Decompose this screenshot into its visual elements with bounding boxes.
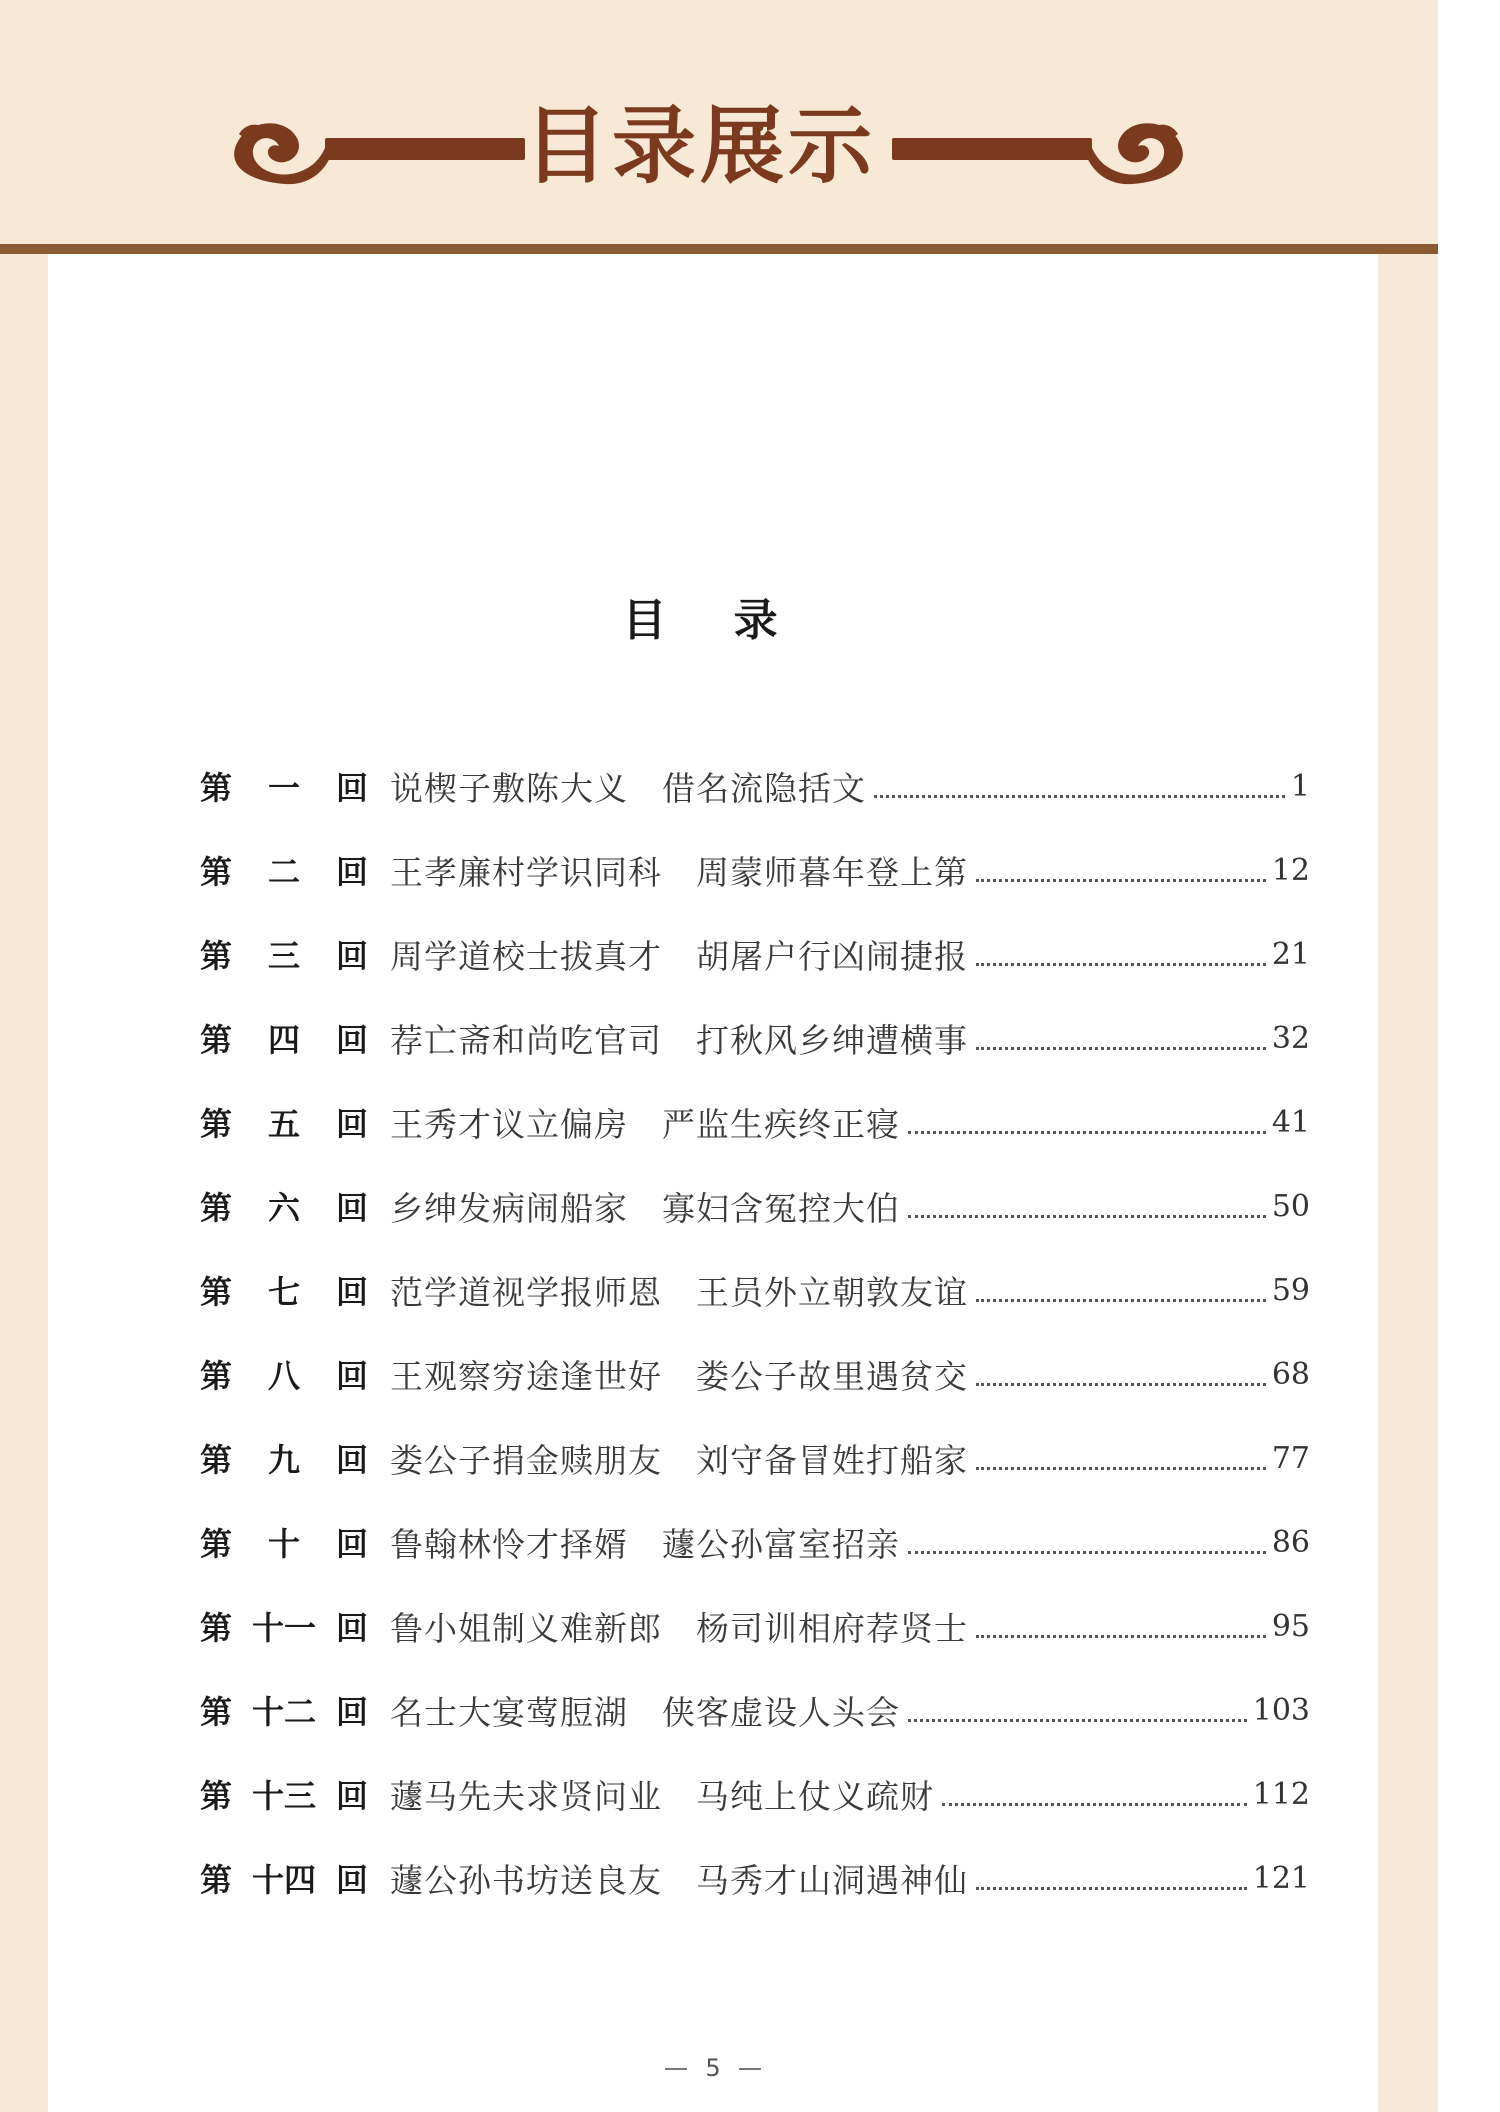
chapter-number-part: 第 xyxy=(200,1861,233,1899)
cloud-ornament-left-icon xyxy=(225,108,525,188)
chapter-title-second: 马纯上仗义疏财 xyxy=(696,1776,934,1816)
dot-leader xyxy=(908,1131,1266,1134)
chapter-number xyxy=(200,1267,368,1313)
chapter-page-number: 41 xyxy=(1271,1104,1310,1140)
chapter-number-part: 回 xyxy=(335,1609,368,1647)
chapter-number-part: 第 xyxy=(200,937,233,975)
chapter-number-part: 回 xyxy=(335,937,368,975)
chapter-title xyxy=(390,1267,968,1314)
chapter-title xyxy=(390,1351,968,1398)
chapter-number-part: 回 xyxy=(335,1525,368,1563)
chapter-page-number: 59 xyxy=(1271,1272,1310,1308)
dot-leader xyxy=(976,1299,1266,1302)
chapter-page-number: 77 xyxy=(1271,1440,1310,1476)
chapter-number-part: 回 xyxy=(335,1357,368,1395)
chapter-title-second: 蘧公孙富室招亲 xyxy=(662,1524,900,1564)
toc-entry[interactable] xyxy=(200,1836,1310,1920)
chapter-title-second: 王员外立朝敦友谊 xyxy=(696,1272,968,1312)
toc-entry[interactable] xyxy=(200,996,1310,1080)
dot-leader xyxy=(976,1635,1266,1638)
chapter-title-first: 鲁翰林怜才择婿 xyxy=(390,1524,628,1564)
dot-leader xyxy=(976,1047,1266,1050)
toc-entry[interactable] xyxy=(200,1248,1310,1332)
chapter-number-part: 第 xyxy=(200,1777,233,1815)
chapter-title-second: 杨司训相府荐贤士 xyxy=(696,1608,968,1648)
chapter-number xyxy=(200,1855,368,1901)
chapter-title-second: 刘守备冒姓打船家 xyxy=(696,1440,968,1480)
chapter-title-first: 王秀才议立偏房 xyxy=(390,1104,628,1144)
chapter-number-part: 二 xyxy=(267,853,300,891)
chapter-title-second: 借名流隐括文 xyxy=(662,768,866,808)
chapter-page-number: 103 xyxy=(1252,1692,1310,1728)
chapter-number-part: 第 xyxy=(200,1609,233,1647)
chapter-number-part: 回 xyxy=(335,769,368,807)
chapter-number-part: 十四 xyxy=(251,1861,316,1899)
page-number: 5 xyxy=(705,2054,721,2082)
chapter-number-part: 第 xyxy=(200,1525,233,1563)
dot-leader xyxy=(976,1887,1247,1890)
chapter-number-part: 五 xyxy=(267,1105,300,1143)
chapter-number-part: 四 xyxy=(267,1021,300,1059)
chapter-number-part: 八 xyxy=(267,1357,300,1395)
chapter-page-number: 21 xyxy=(1271,936,1310,972)
chapter-number xyxy=(200,1771,368,1817)
chapter-number xyxy=(200,1099,368,1145)
chapter-title-second: 马秀才山洞遇神仙 xyxy=(696,1860,968,1900)
chapter-title-first: 周学道校士拔真才 xyxy=(390,936,662,976)
chapter-number xyxy=(200,1351,368,1397)
chapter-number-part: 回 xyxy=(335,1021,368,1059)
chapter-number-part: 回 xyxy=(335,1105,368,1143)
chapter-number-part: 回 xyxy=(335,1441,368,1479)
chapter-page-number: 95 xyxy=(1271,1608,1310,1644)
chapter-title-second: 打秋风乡绅遭横事 xyxy=(696,1020,968,1060)
toc-list xyxy=(200,744,1310,1920)
chapter-title xyxy=(390,1603,968,1650)
chapter-title-second: 侠客虚设人头会 xyxy=(662,1692,900,1732)
chapter-number-part: 回 xyxy=(335,853,368,891)
chapter-page-number: 50 xyxy=(1271,1188,1310,1224)
chapter-number xyxy=(200,1603,368,1649)
chapter-number-part: 第 xyxy=(200,1273,233,1311)
chapter-number-part: 十 xyxy=(267,1525,300,1563)
chapter-title xyxy=(390,1099,900,1146)
chapter-number xyxy=(200,763,368,809)
chapter-number-part: 第 xyxy=(200,1441,233,1479)
chapter-number-part: 第 xyxy=(200,1357,233,1395)
dot-leader xyxy=(908,1719,1247,1722)
chapter-title-second: 周蒙师暮年登上第 xyxy=(696,852,968,892)
chapter-number-part: 十一 xyxy=(251,1609,316,1647)
toc-entry[interactable] xyxy=(200,1584,1310,1668)
chapter-title xyxy=(390,931,968,978)
chapter-number xyxy=(200,1183,368,1229)
toc-entry[interactable] xyxy=(200,1500,1310,1584)
chapter-number-part: 九 xyxy=(267,1441,300,1479)
chapter-number-part: 第 xyxy=(200,1189,233,1227)
chapter-title xyxy=(390,1771,934,1818)
chapter-number-part: 七 xyxy=(267,1273,300,1311)
chapter-page-number: 68 xyxy=(1271,1356,1310,1392)
chapter-title xyxy=(390,1183,900,1230)
toc-entry[interactable] xyxy=(200,1080,1310,1164)
dot-leader xyxy=(976,879,1266,882)
chapter-number-part: 第 xyxy=(200,1021,233,1059)
banner-divider xyxy=(0,244,1438,254)
chapter-title xyxy=(390,847,968,894)
chapter-number xyxy=(200,1015,368,1061)
chapter-title-first: 鲁小姐制义难新郎 xyxy=(390,1608,662,1648)
toc-entry[interactable] xyxy=(200,1416,1310,1500)
chapter-number-part: 三 xyxy=(267,937,300,975)
chapter-title-first: 荐亡斋和尚吃官司 xyxy=(390,1020,662,1060)
chapter-page-number: 12 xyxy=(1271,852,1310,888)
footer-dash-right xyxy=(739,2068,761,2070)
toc-entry[interactable] xyxy=(200,1668,1310,1752)
chapter-title-second: 娄公子故里遇贫交 xyxy=(696,1356,968,1396)
chapter-number-part: 第 xyxy=(200,853,233,891)
chapter-title-second: 胡屠户行凶闹捷报 xyxy=(696,936,968,976)
chapter-title-second: 寡妇含冤控大伯 xyxy=(662,1188,900,1228)
dot-leader xyxy=(976,1467,1266,1470)
chapter-title-first: 蘧马先夫求贤问业 xyxy=(390,1776,662,1816)
chapter-number-part: 六 xyxy=(267,1189,300,1227)
banner-title: 目录展示 xyxy=(523,97,876,195)
chapter-title-first: 蘧公孙书坊送良友 xyxy=(390,1860,662,1900)
toc-entry[interactable] xyxy=(200,828,1310,912)
chapter-number-part: 第 xyxy=(200,1105,233,1143)
chapter-title xyxy=(390,1519,900,1566)
toc-entry[interactable] xyxy=(200,744,1310,828)
chapter-page-number: 86 xyxy=(1271,1524,1310,1560)
chapter-number xyxy=(200,1687,368,1733)
chapter-number xyxy=(200,847,368,893)
chapter-number xyxy=(200,1519,368,1565)
chapter-title-first: 范学道视学报师恩 xyxy=(390,1272,662,1312)
chapter-title-first: 说楔子敷陈大义 xyxy=(390,768,628,808)
chapter-title xyxy=(390,763,866,810)
toc-entry[interactable] xyxy=(200,912,1310,996)
dot-leader xyxy=(874,795,1285,798)
chapter-number-part: 回 xyxy=(335,1861,368,1899)
chapter-page-number: 32 xyxy=(1271,1020,1310,1056)
chapter-title-first: 乡绅发病闹船家 xyxy=(390,1188,628,1228)
toc-entry[interactable] xyxy=(200,1164,1310,1248)
dot-leader xyxy=(976,1383,1266,1386)
chapter-title xyxy=(390,1015,968,1062)
chapter-number-part: 回 xyxy=(335,1273,368,1311)
chapter-title-second: 严监生疾终正寝 xyxy=(662,1104,900,1144)
chapter-page-number: 1 xyxy=(1290,768,1310,804)
chapter-number xyxy=(200,931,368,977)
chapter-number-part: 回 xyxy=(335,1189,368,1227)
chapter-title-first: 名士大宴莺脰湖 xyxy=(390,1692,628,1732)
toc-entry[interactable] xyxy=(200,1752,1310,1836)
chapter-title xyxy=(390,1687,900,1734)
cloud-ornament-right-icon xyxy=(892,108,1192,188)
toc-entry[interactable] xyxy=(200,1332,1310,1416)
chapter-title-first: 王观察穷途逢世好 xyxy=(390,1356,662,1396)
chapter-title xyxy=(390,1855,968,1902)
chapter-number-part: 十三 xyxy=(251,1777,316,1815)
header-banner xyxy=(0,0,1438,244)
chapter-number-part: 回 xyxy=(335,1777,368,1815)
footer-dash-left xyxy=(665,2068,687,2070)
chapter-title xyxy=(390,1435,968,1482)
chapter-number-part: 十二 xyxy=(251,1693,316,1731)
dot-leader xyxy=(942,1803,1247,1806)
page-footer xyxy=(48,2054,1378,2082)
chapter-page-number: 121 xyxy=(1252,1860,1310,1896)
chapter-number xyxy=(200,1435,368,1481)
dot-leader xyxy=(976,963,1266,966)
chapter-title-first: 王孝廉村学识同科 xyxy=(390,852,662,892)
chapter-number-part: 第 xyxy=(200,1693,233,1731)
toc-page xyxy=(48,254,1378,2112)
chapter-number-part: 回 xyxy=(335,1693,368,1731)
chapter-number-part: 一 xyxy=(267,769,300,807)
chapter-page-number: 112 xyxy=(1252,1776,1310,1812)
chapter-title-first: 娄公子捐金赎朋友 xyxy=(390,1440,662,1480)
dot-leader xyxy=(908,1215,1266,1218)
dot-leader xyxy=(908,1551,1266,1554)
chapter-number-part: 第 xyxy=(200,769,233,807)
toc-heading: 目 录 xyxy=(622,595,804,646)
